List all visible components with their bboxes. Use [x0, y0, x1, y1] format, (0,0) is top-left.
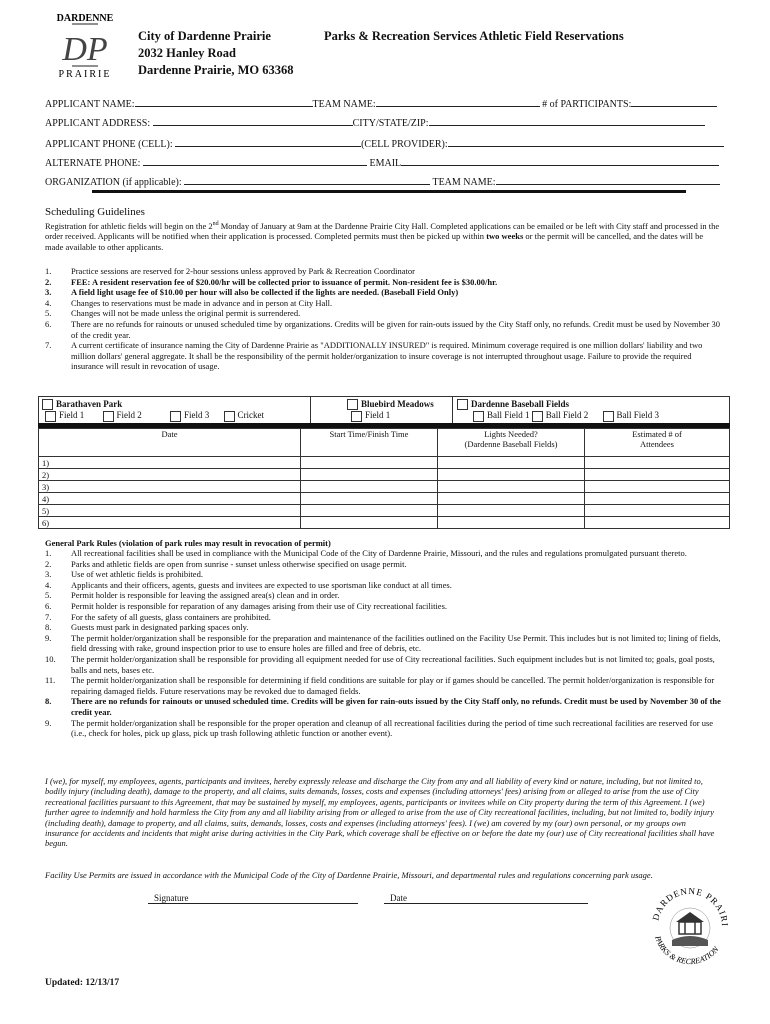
list-item-number: 2. — [45, 276, 52, 287]
list-item — [45, 559, 721, 570]
list-item — [45, 277, 721, 288]
participants-field[interactable] — [631, 96, 717, 107]
table-cell[interactable] — [585, 481, 730, 493]
reservation-table — [38, 428, 730, 529]
table-cell[interactable] — [301, 505, 438, 517]
list-item-text: For the safety of all guests, glass containers are prohibited. — [71, 611, 271, 622]
attendees-header — [585, 429, 730, 457]
team-name2-field[interactable] — [496, 174, 720, 185]
seal-bottom-text: PARKS & RECREATION — [653, 934, 721, 967]
list-item-text: The permit holder/organization shall be responsible for the preparation and maintenance of the facilities outlined on the Facility Use Permit. This includes but is not limited to; lining of fields, field dressing with rake, ground inspection prior to use to ensure holes are filled and free of debris, etc. — [71, 632, 721, 654]
table-cell[interactable] — [438, 505, 585, 517]
table-cell[interactable] — [438, 481, 585, 493]
field2-checkbox[interactable] — [103, 411, 114, 422]
list-item — [45, 612, 721, 623]
city-logo — [50, 10, 120, 80]
divider — [310, 397, 311, 423]
row-number-cell[interactable]: 1) — [39, 457, 301, 469]
table-cell[interactable] — [301, 517, 438, 529]
list-item-text: A current certificate of insurance naming the City of Dardenne Prairie as "ADDITIONALLY INSURED" is required. Minimum coverage required is one million dollars' liability and two million dollars' general aggregate. It shall be the responsibility of the permit holder/organization to insure coverage is not interrupted throughout usage. Failure to provide the required insurance will result in revocation of usage. — [71, 340, 703, 372]
field2-label: Field 2 — [116, 410, 142, 421]
field3-checkbox[interactable] — [170, 411, 181, 422]
list-item — [45, 569, 721, 580]
list-item-text: Permit holder is responsible for leaving the assigned area(s) clean and in order. — [71, 590, 340, 601]
parks-seal-logo — [640, 876, 740, 976]
list-item — [45, 287, 721, 298]
list-item-text: Changes to reservations must be made in advance and in person at City Hall. — [71, 297, 333, 308]
date-label: Date — [390, 893, 407, 903]
page-title: Parks & Recreation Services Athletic Field Reservations — [324, 29, 624, 43]
guidelines-heading: Scheduling Guidelines — [45, 206, 145, 218]
date-line[interactable] — [384, 893, 588, 904]
table-row — [39, 505, 730, 517]
table-cell[interactable] — [438, 493, 585, 505]
table-cell[interactable] — [438, 469, 585, 481]
team-name-field[interactable] — [376, 96, 540, 107]
list-item-number: 3. — [45, 287, 52, 298]
bluebird-field1-label: Field 1 — [365, 410, 391, 421]
lights-line1: Lights Needed? — [484, 429, 538, 439]
row-applicant-name — [45, 96, 717, 110]
list-item-text: Parks and athletic fields are open from sunrise - sunset unless otherwise specified on usage permit. — [71, 558, 407, 569]
list-item-number: 11. — [45, 675, 56, 686]
list-item-text: A field light usage fee of $10.00 per hour will also be collected if the lights are needed. (Baseball Field Only) — [71, 287, 459, 298]
list-item-text: Applicants and their officers, agents, guests and invitees are expected to use sportsman like conduct at all times. — [71, 579, 452, 590]
list-item-number: 6. — [45, 600, 52, 611]
list-item-number: 7. — [45, 611, 52, 622]
barathaven-checkbox[interactable] — [42, 399, 53, 410]
row-number-cell[interactable]: 2) — [39, 469, 301, 481]
list-item-text: Practice sessions are reserved for 2-hour sessions unless approved by Park & Recreation Coordinator — [71, 266, 415, 276]
table-cell[interactable] — [585, 457, 730, 469]
list-item-number: 6. — [45, 318, 52, 329]
ball3-checkbox[interactable] — [603, 411, 614, 422]
ball3-label: Ball Field 3 — [616, 410, 659, 421]
logo-bottom-text: PRAIRIE — [58, 69, 112, 80]
list-item-number: 4. — [45, 579, 52, 590]
table-row — [39, 457, 730, 469]
list-item-number: 1. — [45, 266, 52, 276]
list-item — [45, 718, 721, 739]
list-item-text: FEE: A resident reservation fee of $20.00/hr will be collected prior to issuance of permit. Non-resident fee is $30.00/hr. — [71, 276, 498, 287]
applicant-name-label: APPLICANT NAME: — [45, 99, 135, 110]
table-row — [39, 517, 730, 529]
waiver-text: I (we), for myself, my employees, agents, participants and invitees, hereby expressly release and discharge the City from any and all liability of every kind or nature, including, but not limited to, bodily injury (including death), damage to the property, and all claims, suits demands, losses, costs and expenses (including attorneys' fees) arising from or alleged to arise from the use of City recreational facilities pursuant to this Agreement, that may be sustained by myself, my employees, agents, participants or invitees while on City property during the term of this Agreement. I (we) further agree to indemnify and hold harmless the City from any and all liability arising from or alleged to arise from the use of City recreational facilities, including, but not limited to, bodily injury (including death), damage to property, and all claims, suits, demands, losses, costs and expenses (including attorneys' fees). I (we) am covered by my (our) own personal, or my groups own insurance for accidents and incidents that might arise during activities in the City Park, which coverage shall be effective on or before the date my (our) use of City recreational facilities shall have begun. — [45, 776, 715, 849]
list-item-number: 4. — [45, 297, 52, 308]
row-number-cell[interactable]: 4) — [39, 493, 301, 505]
list-item — [45, 548, 721, 559]
address-field[interactable] — [153, 115, 353, 126]
list-item — [45, 340, 721, 372]
list-item-number: 5. — [45, 590, 52, 601]
list-item — [45, 675, 721, 696]
address-label: APPLICANT ADDRESS: — [45, 118, 151, 129]
intro-part-b: Monday of January at 9am at the Dardenne Prairie City Hall. Completed applications can be emailed or be left with City staff and processed in the order received. Applicants will be notified when their application is processed. Completed permits must then be picked up within — [45, 220, 720, 242]
list-item-number: 1. — [45, 548, 52, 558]
guidelines-list — [45, 266, 721, 372]
address-line-3: Dardenne Prairie, MO 63368 — [138, 63, 294, 77]
alt-phone-field[interactable] — [143, 155, 367, 166]
table-cell[interactable] — [301, 457, 438, 469]
rules-list — [45, 548, 721, 739]
intro-sup: nd — [212, 221, 219, 227]
bluebird-field1-checkbox[interactable] — [351, 411, 362, 422]
intro-bold: two weeks — [486, 231, 524, 242]
row-phone — [45, 136, 724, 150]
list-item-text: Use of wet athletic fields is prohibited. — [71, 569, 203, 580]
email-label: EMAIL — [369, 158, 402, 169]
list-item-number: 2. — [45, 558, 52, 569]
row-org — [45, 174, 720, 188]
guidelines-intro — [45, 219, 721, 253]
list-item-text: The permit holder/organization shall be responsible for determining if field conditions are suitable for play or if games should be cancelled. The permit holder/organization is responsible for repairing damaged fields. Future reservations may be revoked due to damaged fields. — [71, 675, 715, 696]
team-name2-label: TEAM NAME: — [432, 177, 496, 188]
list-item-number: 9. — [45, 717, 52, 728]
city-label: CITY/STATE/ZIP: — [352, 118, 429, 129]
list-item-number: 8. — [45, 696, 52, 707]
logo-top-text: DARDENNE — [56, 13, 114, 24]
list-item-text: The permit holder/organization shall be responsible for the proper operation and cleanup of all recreational facilities during the period of time such recreational facilities are reserved for use (i.e., check for holes, pick up glass, pick up trash following athletic function or another event). — [71, 717, 714, 739]
list-item — [45, 654, 721, 675]
ball1-checkbox[interactable] — [473, 411, 484, 422]
table-cell[interactable] — [585, 469, 730, 481]
bluebird-section — [347, 399, 434, 422]
list-item-text: There are no refunds for rainouts or unused scheduled time by organizations. Credits will be given for rain-outs issued by the City Staff only, no refunds. Credit must be used by November 30 of the credit year. — [71, 318, 721, 340]
list-item — [45, 266, 721, 277]
baseball-checkbox[interactable] — [457, 399, 468, 410]
intro-part-c: or the permit will be cancelled, and the dates will be made available to other applicants. — [45, 231, 704, 253]
list-item-number: 7. — [45, 340, 52, 351]
list-item — [45, 590, 721, 601]
list-item — [45, 622, 721, 633]
row-alt-phone — [45, 155, 719, 169]
row-number-cell[interactable]: 5) — [39, 505, 301, 517]
bluebird-label: Bluebird Meadows — [361, 399, 434, 409]
date-header: Date — [39, 429, 301, 457]
phone-field[interactable] — [175, 136, 361, 147]
divider — [452, 397, 453, 423]
list-item — [45, 633, 721, 654]
table-cell[interactable] — [301, 469, 438, 481]
list-item — [45, 696, 721, 717]
barathaven-label: Barathaven Park — [56, 399, 123, 409]
baseball-section — [457, 399, 659, 422]
table-cell[interactable] — [585, 505, 730, 517]
field3-label: Field 3 — [184, 410, 210, 421]
list-item — [45, 319, 721, 340]
provider-label: (CELL PROVIDER): — [361, 139, 448, 150]
table-cell[interactable] — [301, 481, 438, 493]
table-cell[interactable] — [585, 493, 730, 505]
table-cell[interactable] — [438, 457, 585, 469]
table-header-row — [39, 429, 730, 457]
table-cell[interactable] — [301, 493, 438, 505]
table-row — [39, 481, 730, 493]
participants-label: # of PARTICIPANTS: — [542, 99, 632, 110]
row-number-cell[interactable]: 6) — [39, 517, 301, 529]
divider-bar — [92, 190, 686, 193]
address-line-1: City of Dardenne Prairie — [138, 29, 271, 43]
rules-heading: General Park Rules (violation of park rules may result in revocation of permit) — [45, 538, 331, 548]
field1-label: Field 1 — [59, 410, 85, 421]
time-header: Start Time/Finish Time — [301, 429, 438, 457]
provider-field[interactable] — [448, 136, 724, 147]
est-line2: Attendees — [640, 439, 674, 449]
list-item-text: The permit holder/organization shall be responsible for providing all equipment needed for use of City recreational facilities. Such equipment includes but is not limited to; goals, goal posts, balls and nets, bases etc. — [71, 653, 715, 675]
list-item-text: Permit holder is responsible for reparation of any damages arising from their use of City recreational facilities. — [71, 600, 448, 611]
team-name-label: TEAM NAME: — [312, 99, 376, 110]
list-item-number: 5. — [45, 308, 52, 319]
city-address — [138, 28, 294, 79]
org-field[interactable] — [184, 174, 430, 185]
list-item — [45, 308, 721, 319]
intro-part-a: Registration for athletic fields will begin on the 2 — [45, 220, 213, 231]
cricket-checkbox[interactable] — [224, 411, 235, 422]
list-item-number: 9. — [45, 632, 52, 643]
table-row — [39, 469, 730, 481]
list-item — [45, 601, 721, 612]
table-cell[interactable] — [438, 517, 585, 529]
list-item-number: 8. — [45, 622, 52, 633]
city-field[interactable] — [429, 115, 705, 126]
list-item — [45, 298, 721, 309]
list-item — [45, 580, 721, 591]
list-item-text: Guests must park in designated parking spaces only. — [71, 622, 249, 633]
cricket-label: Cricket — [237, 410, 265, 421]
seal-top-text: DARDENNE PRAIRI — [650, 885, 731, 928]
list-item-number: 3. — [45, 569, 52, 580]
list-item-text: There are no refunds for rainouts or unused scheduled time. Credits will be given for rain-outs issued by the City Staff only, no refunds. Credit must be used by November 30 of the credit year. — [71, 696, 721, 717]
parks-box — [38, 396, 730, 424]
lights-line2: (Dardenne Baseball Fields) — [464, 439, 558, 449]
logo-letters: DP — [62, 31, 108, 68]
address-line-2: 2032 Hanley Road — [138, 46, 236, 60]
field1-checkbox[interactable] — [45, 411, 56, 422]
list-item-number: 10. — [45, 653, 56, 664]
row-number-cell[interactable]: 3) — [39, 481, 301, 493]
barathaven-section — [42, 399, 264, 422]
lights-header — [438, 429, 585, 457]
ball2-label: Ball Field 2 — [545, 410, 589, 421]
baseball-label: Dardenne Baseball Fields — [471, 399, 570, 409]
updated-date: Updated: 12/13/17 — [45, 978, 120, 988]
phone-label: APPLICANT PHONE (CELL): — [45, 139, 173, 150]
ball1-label: Ball Field 1 — [487, 410, 530, 421]
alt-phone-label: ALTERNATE PHONE: — [45, 158, 141, 169]
row-address — [45, 115, 705, 129]
ball2-checkbox[interactable] — [532, 411, 543, 422]
applicant-name-field[interactable] — [135, 96, 313, 107]
est-line1: Estimated # of — [632, 429, 682, 439]
email-field[interactable] — [401, 155, 719, 166]
org-label: ORGANIZATION (if applicable): — [45, 177, 182, 188]
table-row — [39, 493, 730, 505]
signature-line[interactable] — [148, 893, 358, 904]
table-cell[interactable] — [585, 517, 730, 529]
list-item-text: All recreational facilities shall be used in compliance with the Municipal Code of the City of Dardenne Prairie, Missouri, and the rules and regulations promulgated pursuant thereto. — [71, 548, 687, 558]
usage-note: Facility Use Permits are issued in accordance with the Municipal Code of the City of Dardenne Prairie, Missouri, and departmental rules and regulations concerning park usage. — [45, 870, 653, 880]
signature-label: Signature — [154, 893, 189, 903]
bluebird-checkbox[interactable] — [347, 399, 358, 410]
list-item-text: Changes will not be made unless the original permit is surrendered. — [71, 308, 301, 319]
